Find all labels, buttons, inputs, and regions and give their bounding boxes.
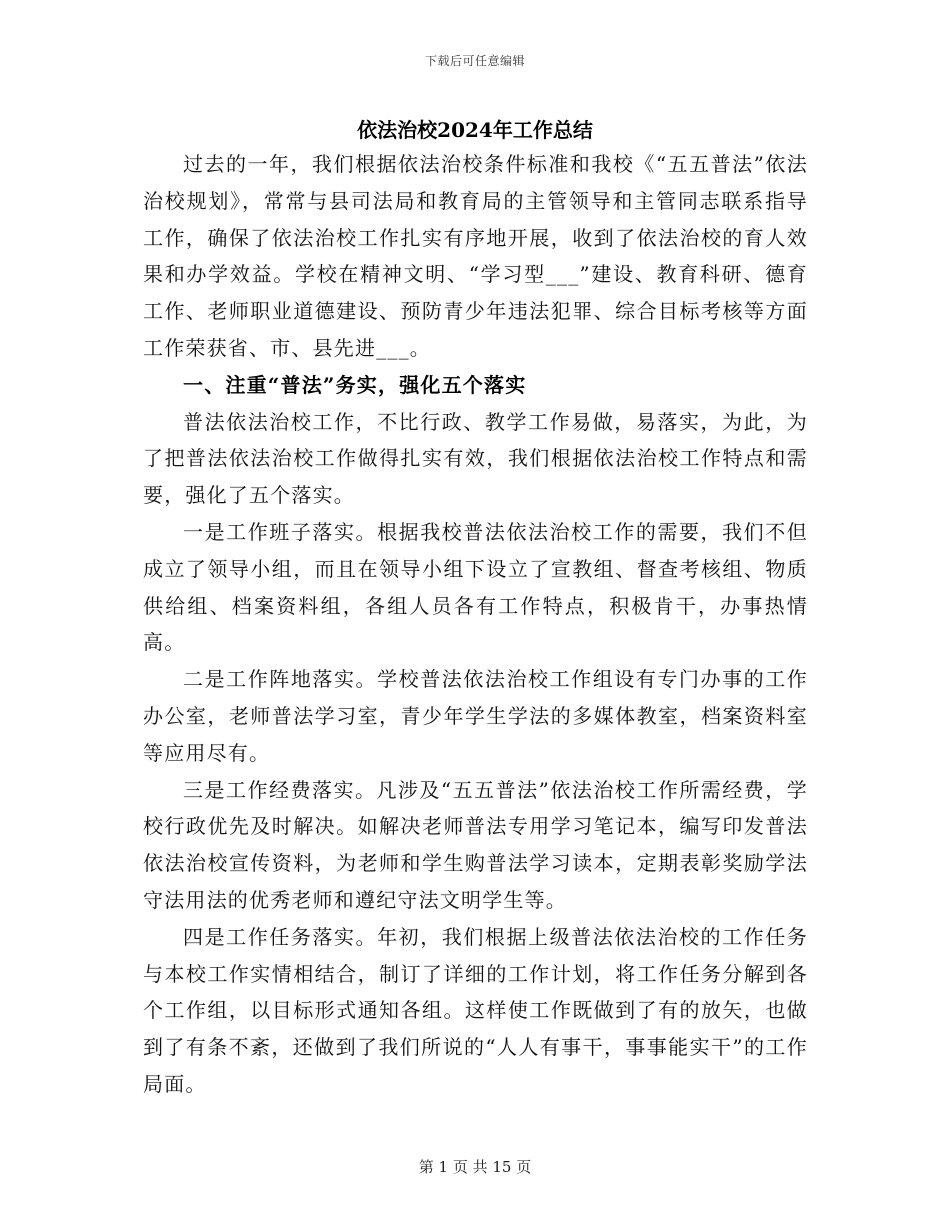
section-heading: 一、注重“普法”务实，强化五个落实 (183, 372, 527, 397)
paragraph-team: 一是工作班子落实。根据我校普法依法治校工作的需要，我们不但成立了领导小组，而且在领导小组下设立了宣教组、督查考核组、物质供给组、档案资料组，各组人员各有工作特点，积极肯干，办事热情高。 (143, 519, 808, 655)
intro-paragraph: 过去的一年，我们根据依法治校条件标准和我校《“五五普法”依法治校规划》，常常与县司法局和教育局的主管领导和主管同志联系指导工作，确保了依法治校工作扎实有序地开展，收到了依法治校的育人效果和办学效益。学校在精神文明、“学习型___”建设、教育科研、德育工作、老师职业道德建设、预防青少年违法犯罪、综合目标考核等方面工作荣获省、市、县先进___。 (143, 152, 808, 360)
document-body (143, 146, 808, 1103)
document-title: 依法治校2024年工作总结 (357, 118, 593, 142)
paragraph-facilities: 二是工作阵地落实。学校普法依法治校工作组设有专门办事的工作办公室，老师普法学习室，青少年学生学法的多媒体教室，档案资料室等应用尽有。 (143, 667, 808, 765)
page-header-note: 下载后可任意编辑 (424, 54, 525, 68)
section-intro-paragraph: 普法依法治校工作，不比行政、教学工作易做，易落实，为此，为了把普法依法治校工作做得扎实有效，我们根据依法治校工作特点和需要，强化了五个落实。 (143, 409, 808, 508)
paragraph-funding: 三是工作经费落实。凡涉及“五五普法”依法治校工作所需经费，学校行政优先及时解决。如解决老师普法专用学习笔记本，编写印发普法依法治校宣传资料，为老师和学生购普法学习读本，定期表彰奖励学法守法用法的优秀老师和遵纪守法文明学生等。 (143, 777, 808, 912)
page-number: 第 1 页 共 15 页 (418, 1158, 532, 1176)
paragraph-tasks: 四是工作任务落实。年初，我们根据上级普法依法治校的工作任务与本校工作实情相结合，制订了详细的工作计划，将工作任务分解到各个工作组，以目标形式通知各组。这样使工作既做到了有的放矢，也做到了有条不紊，还做到了我们所说的“人人有事干，事事能实干”的工作局面。 (143, 924, 808, 1096)
